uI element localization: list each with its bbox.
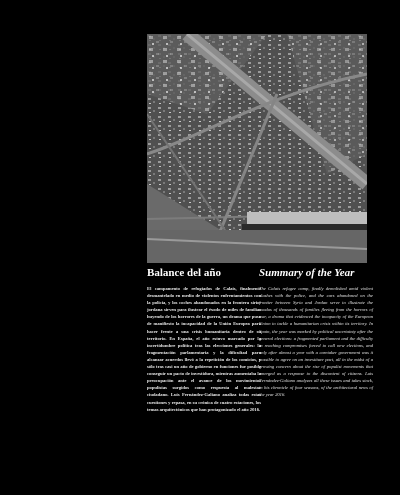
spanish-column	[147, 267, 261, 413]
english-title: Summary of the Year	[259, 267, 355, 279]
aerial-photo	[147, 34, 367, 263]
spanish-body: El campamento de refugiados de Calais, finalmente desmantelado en medio de violentos enfrentamientos con la policía, y los coches abandonados en la frontera sirio-jordana sirven para ilustrar el éxodo de miles de familias huyendo de los horrores de la guerra, un drama que puso de manifiesto la incapacidad de la Unión Europea para hacer frente a una crisis humanitaria dentro de su territorio. En España, el año estuvo marcado por la incertidumbre política tras las elecciones generales: la fragmentación parlamentaria y la dificultad para alcanzar acuerdos llevó a la repetición de los comicios, y sólo tras casi un año de gobierno en funciones fue posible conseguir un pacto de investidura, mientras aumentaba la preocupación ante el avance de los movimientos populistas surgidos como respuesta al malestar ciudadano. Luis Fernández-Galiano analiza todas estas cuestiones y repasa, en su crónica de cuatro estaciones, los temas arquitectónicos que han protagonizado el año 2016.	[147, 286, 261, 412]
english-column	[259, 267, 373, 399]
english-body: The Calais refugee camp, finally demolished amid violent clashes with the police, and the cars abandoned on the frontier between Syria and Jordan serve to illustrate the exodus of thousands of families fleeing from the horrors of war, a drama that evidenced the incapacity of the European Union to tackle a humanitarian crisis within its territory. In Spain, the year was marked by political uncertainty after the general elections: a fragmented parliament and the difficulty in reaching compromises forced to call new elections, and only after almost a year with a caretaker government was it possible to agree on an investiture pact, all in the midst of a growing concern about the rise of populist movements that emerged as a response to the discontent of citizens. Luis Fernández-Galiano analyzes all these issues and takes stock, in his chronicle of four seasons, of the architectural news of the year 2016.	[259, 286, 373, 398]
spanish-title: Balance del año	[147, 267, 221, 279]
